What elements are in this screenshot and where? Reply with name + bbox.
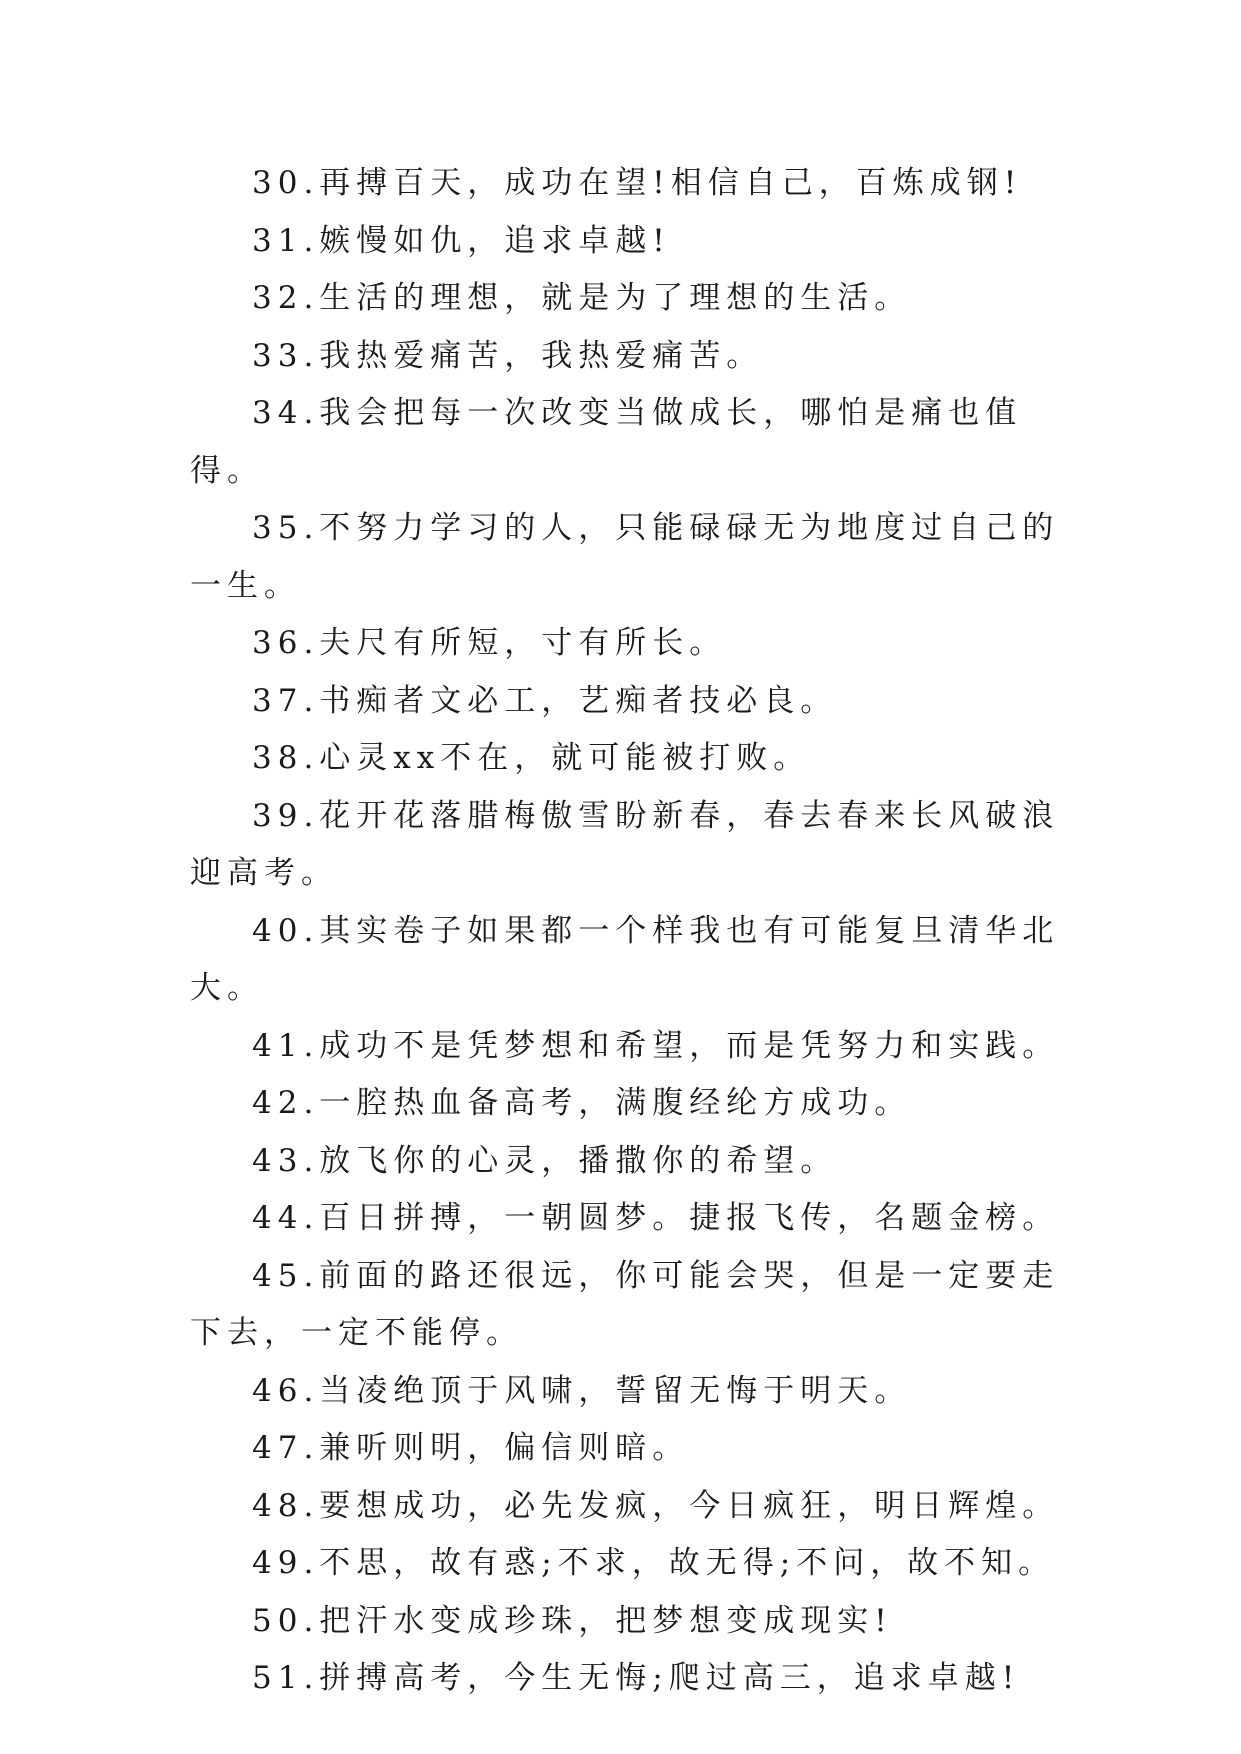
paragraph-50: 50.把汗水变成珍珠，把梦想变成现实! — [252, 1602, 893, 1639]
paragraph-30: 30.再搏百天，成功在望!相信自己，百炼成钢! — [252, 165, 1023, 201]
paragraph-32: 32.生活的理想，就是为了理想的生活。 — [252, 280, 912, 316]
paragraph-43: 43.放飞你的心灵，播撒你的希望。 — [252, 1142, 838, 1179]
paragraph-39: 39.花开花落腊梅傲雪盼新春，春去春来长风破浪迎高考。 — [190, 797, 1060, 891]
paragraph-31: 31.嫉慢如仇，追求卓越! — [252, 222, 671, 259]
paragraph-38: 38.心灵xx不在，就可能被打败。 — [252, 740, 811, 776]
paragraph-44: 44.百日拼搏，一朝圆梦。捷报飞传，名题金榜。 — [252, 1200, 1060, 1236]
paragraph-33: 33.我热爱痛苦，我热爱痛苦。 — [252, 337, 764, 374]
paragraph-40: 40.其实卷子如果都一个样我也有可能复旦清华北大。 — [190, 912, 1060, 1006]
paragraph-45: 45.前面的路还很远，你可能会哭，但是一定要走下去，一定不能停。 — [190, 1257, 1060, 1351]
paragraph-35: 35.不努力学习的人，只能碌碌无为地度过自己的一生。 — [190, 510, 1060, 604]
paragraph-51: 51.拼搏高考，今生无悔;爬过高三，追求卓越! — [252, 1660, 1021, 1696]
paragraph-34: 34.我会把每一次改变当做成长，哪怕是痛也值得。 — [190, 395, 1023, 489]
paragraph-46: 46.当凌绝顶于风啸，誓留无悔于明天。 — [252, 1372, 912, 1409]
paragraph-41: 41.成功不是凭梦想和希望，而是凭努力和实践。 — [252, 1027, 1060, 1064]
paragraph-49: 49.不思，故有惑;不求，故无得;不问，故不知。 — [252, 1545, 1056, 1581]
paragraph-37: 37.书痴者文必工，艺痴者技必良。 — [252, 682, 838, 719]
document-body — [190, 155, 1070, 1708]
paragraph-36: 36.夫尺有所短，寸有所长。 — [252, 625, 727, 661]
paragraph-42: 42.一腔热血备高考，满腹经纶方成功。 — [252, 1085, 912, 1121]
paragraph-47: 47.兼听则明，偏信则暗。 — [252, 1430, 690, 1466]
paragraph-48: 48.要想成功，必先发疯，今日疯狂，明日辉煌。 — [252, 1487, 1060, 1524]
